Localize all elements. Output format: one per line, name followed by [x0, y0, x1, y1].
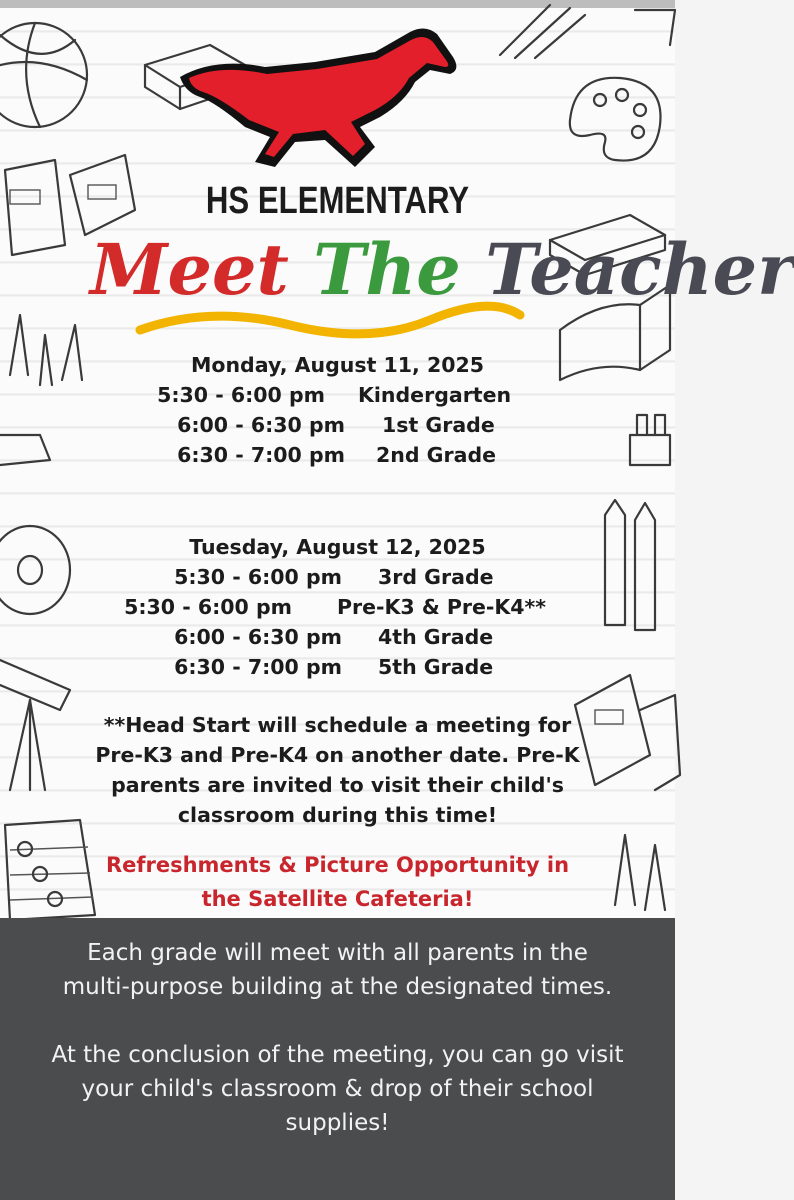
mustang-logo [175, 22, 465, 182]
schedule-grade: 1st Grade [382, 413, 495, 437]
paint-palette-icon [560, 70, 670, 175]
schedule-row [0, 562, 675, 592]
footer-line: supplies! [285, 1110, 390, 1136]
schedule-grade: Pre-K3 & Pre-K4** [337, 595, 546, 619]
refreshments-line: the Satellite Cafeteria! [201, 887, 474, 911]
title-the: The [313, 228, 461, 311]
title-teacher: Teacher [485, 228, 794, 311]
head-start-note [60, 710, 615, 830]
school-name: HS ELEMENTARY [205, 180, 470, 222]
monday-schedule [0, 350, 675, 470]
mustang-horse-icon [175, 22, 465, 182]
note-line: **Head Start will schedule a meeting for [103, 713, 572, 737]
schedule-grade: Kindergarten [358, 383, 512, 407]
footer-line: multi-purpose building at the designated times. [62, 974, 613, 1000]
schedule-time: 6:30 - 7:00 pm [174, 655, 342, 679]
event-title [90, 225, 794, 345]
schedule-grade: 3rd Grade [378, 565, 494, 589]
schedule-grade: 2nd Grade [376, 443, 497, 467]
schedule-time: 5:30 - 6:00 pm [174, 565, 342, 589]
schedule-grade: 5th Grade [378, 655, 494, 679]
schedule-row [0, 410, 675, 440]
schedule-time: 6:00 - 6:30 pm [177, 413, 345, 437]
info-footer [0, 918, 675, 1200]
schedule-time: 6:30 - 7:00 pm [177, 443, 345, 467]
refreshments-line: Refreshments & Picture Opportunity in [105, 853, 570, 877]
refreshments-notice [70, 848, 605, 916]
pencil-cup-icon [630, 0, 680, 55]
schedule-time: 5:30 - 6:00 pm [124, 595, 292, 619]
footer-line: your child's classroom & drop of their school [81, 1076, 594, 1102]
schedule-grade: 4th Grade [378, 625, 494, 649]
note-line: Pre-K3 and Pre-K4 on another date. Pre-K [95, 743, 580, 767]
schedule-time: 5:30 - 6:00 pm [157, 383, 325, 407]
footer-line: At the conclusion of the meeting, you can go visit [51, 1042, 624, 1068]
monday-date: Monday, August 11, 2025 [190, 353, 485, 377]
footer-line: Each grade will meet with all parents in the [87, 940, 588, 966]
note-line: classroom during this time! [177, 803, 498, 827]
tuesday-schedule [0, 532, 675, 682]
yellow-swoosh [90, 290, 630, 350]
tuesday-date: Tuesday, August 12, 2025 [189, 535, 486, 559]
paintbrushes-icon [490, 0, 590, 65]
schedule-row [0, 652, 675, 682]
fountain-pens-icon [605, 825, 675, 920]
title-meet: Meet [90, 228, 289, 311]
schedule-row [0, 622, 675, 652]
schedule-row [0, 380, 675, 410]
schedule-row [0, 592, 675, 622]
basketball-icon [0, 10, 100, 135]
schedule-row [0, 440, 675, 470]
note-line: parents are invited to visit their child's [111, 773, 564, 797]
schedule-time: 6:00 - 6:30 pm [174, 625, 342, 649]
